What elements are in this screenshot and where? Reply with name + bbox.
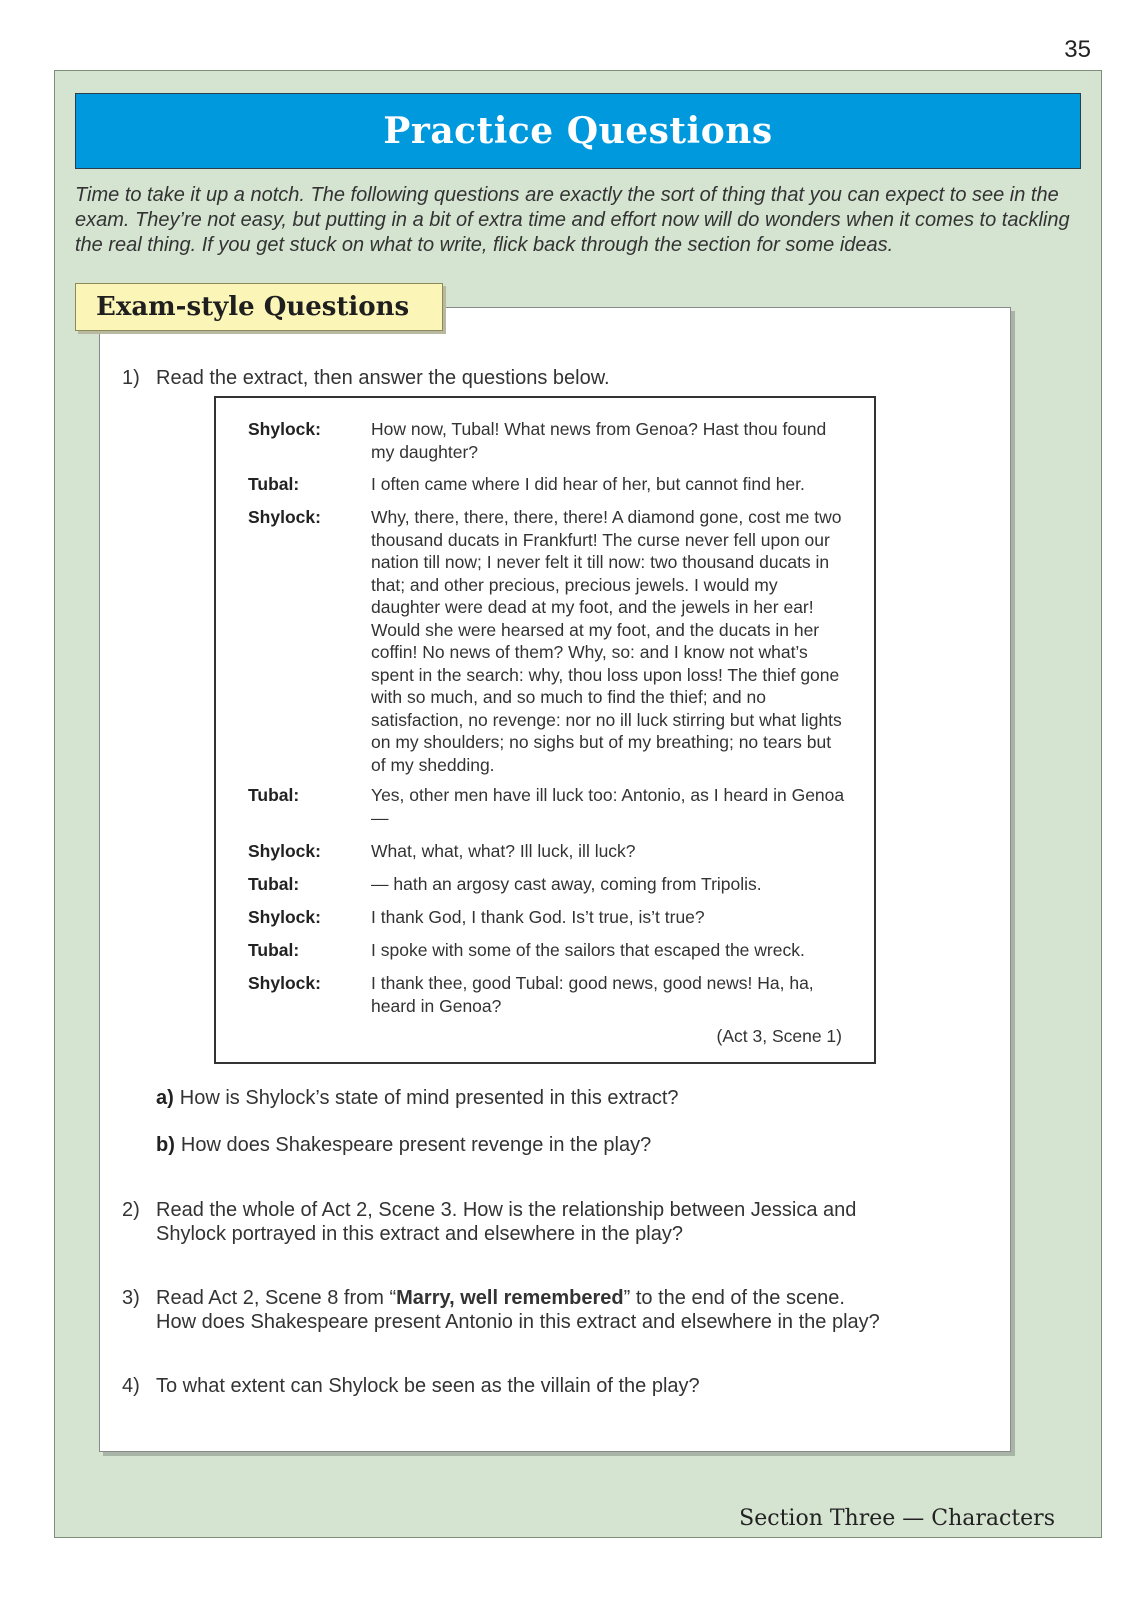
speaker-name: Shylock: <box>248 841 321 861</box>
title-banner <box>75 93 1081 169</box>
question-2 <box>122 1198 862 1246</box>
extract-line <box>248 939 848 962</box>
speech-text: — hath an argosy cast away, coming from Tripolis. <box>371 874 762 894</box>
page-number: 35 <box>1064 36 1091 63</box>
question-3 <box>122 1286 882 1334</box>
footer-section-label: Section Three — Characters <box>739 1506 1055 1531</box>
speech-text: How now, Tubal! What news from Genoa? Hast thou found my daughter? <box>371 419 827 462</box>
question-text: To what extent can Shylock be seen as the villain of the play? <box>156 1375 700 1397</box>
speaker-name: Shylock: <box>248 419 321 439</box>
sub-question-a <box>156 1086 679 1110</box>
speech-text: Why, there, there, there, there! A diamond gone, cost me two thousand ducats in Frankfurt! The curse never fell upon our nation till now; I never felt it till now: two thousand ducats in that; and other precious, precious jewels. I would my daughter were dead at my foot, and the jewels in her ear! Would she were hearsed at my foot, and the ducats in her coffin! No news of them? Why, so: and I know not what’s spent in the search: why, thou loss upon loss! The thief gone with so much, and so much to find the thief; and no satisfaction, no revenge: nor no ill luck stirring but what lights on my shoulders; no sighs but of my breathing; no tears but of my shedding. <box>371 507 842 775</box>
speech-text: Yes, other men have ill luck too: Antonio, as I heard in Genoa — <box>371 785 845 828</box>
speech-text: What, what, what? Ill luck, ill luck? <box>371 841 636 861</box>
sub-question-label: b) <box>156 1134 175 1156</box>
page-title: Practice Questions <box>383 110 773 152</box>
extract-line <box>248 784 848 829</box>
speaker-name: Shylock: <box>248 907 321 927</box>
question-text: Read the extract, then answer the questions below. <box>156 367 610 389</box>
question-number: 3) <box>122 1287 140 1309</box>
extract-line <box>248 873 848 896</box>
question-text-part: ” to the end of the scene. How does Shakespeare present Antonio in this extract and elsewhere in the play? <box>156 1287 880 1333</box>
quoted-phrase: Marry, well remembered <box>396 1287 624 1309</box>
speaker-name: Tubal: <box>248 874 300 894</box>
extract-source: (Act 3, Scene 1) <box>716 1026 842 1046</box>
question-1 <box>122 366 982 390</box>
sub-question-text: How is Shylock’s state of mind presented in this extract? <box>179 1087 679 1109</box>
speaker-name: Tubal: <box>248 474 300 494</box>
question-text: Read the whole of Act 2, Scene 3. How is the relationship between Jessica and Shylock portrayed in this extract and elsewhere in the play? <box>156 1199 857 1245</box>
speaker-name: Tubal: <box>248 940 300 960</box>
question-number: 1) <box>122 367 140 389</box>
speech-text: I spoke with some of the sailors that escaped the wreck. <box>371 940 805 960</box>
extract-line <box>248 972 848 1017</box>
speech-text: I thank God, I thank God. Is’t true, is’t true? <box>371 907 705 927</box>
sub-question-label: a) <box>156 1087 174 1109</box>
extract-line <box>248 840 848 863</box>
sub-question-text: How does Shakespeare present revenge in the play? <box>180 1134 652 1156</box>
question-number: 2) <box>122 1199 140 1221</box>
extract-box <box>214 396 876 1064</box>
extract-line <box>248 418 848 463</box>
extract-line <box>248 906 848 929</box>
speech-text: I thank thee, good Tubal: good news, good news! Ha, ha, heard in Genoa? <box>371 973 814 1016</box>
exam-style-tab <box>75 283 443 331</box>
speech-text: I often came where I did hear of her, but cannot find her. <box>371 474 805 494</box>
questions-box <box>99 307 1011 1452</box>
sub-question-b <box>156 1133 651 1157</box>
speaker-name: Shylock: <box>248 973 321 993</box>
question-text-part: Read Act 2, Scene 8 from “ <box>156 1287 397 1309</box>
question-4 <box>122 1374 982 1398</box>
question-text <box>156 1286 882 1334</box>
speaker-name: Shylock: <box>248 507 321 527</box>
extract-line <box>248 506 848 776</box>
extract-line <box>248 473 848 496</box>
practice-panel <box>54 70 1102 1538</box>
section-heading: Exam-style Questions <box>96 292 410 322</box>
question-number: 4) <box>122 1375 140 1397</box>
intro-text: Time to take it up a notch. The following questions are exactly the sort of thing that you can expect to see in the exam. They’re not easy, but putting in a bit of extra time and effort now will do wonders when it comes to tackling the real thing. If you get stuck on what to write, flick back through the section for some ideas. <box>75 184 1070 256</box>
speaker-name: Tubal: <box>248 785 300 805</box>
